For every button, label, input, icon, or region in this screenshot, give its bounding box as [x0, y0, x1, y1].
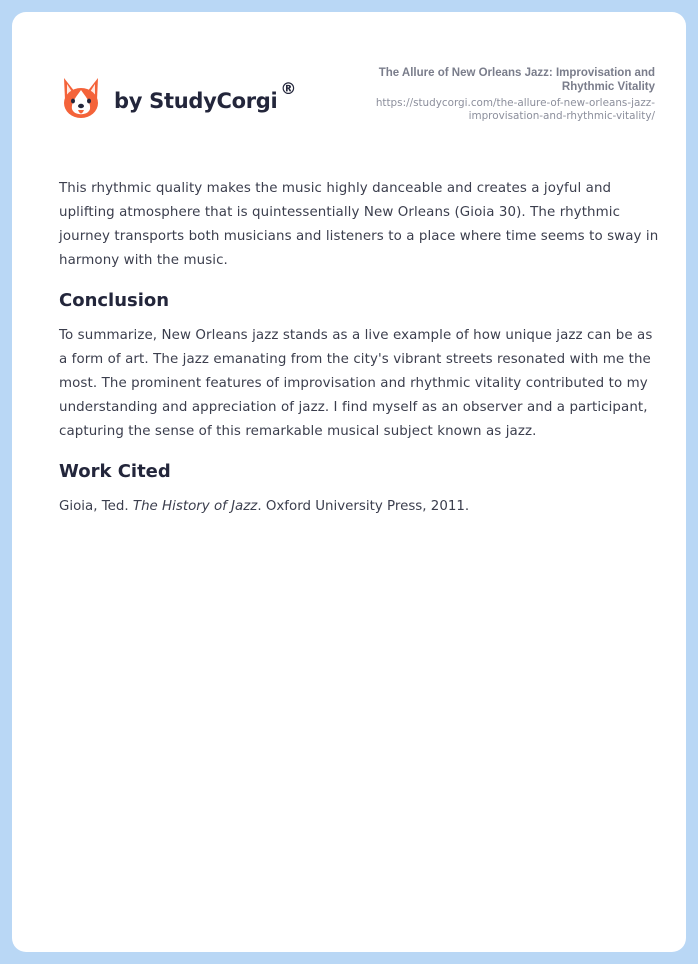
page-header [12, 12, 686, 152]
document-page [12, 12, 686, 952]
works-cited-heading: Work Cited [59, 461, 171, 482]
essay-content [59, 177, 659, 519]
essay-title: The Allure of New Orleans Jazz: Improvisation and Rhythmic Vitality [378, 67, 655, 93]
citation-entry [59, 495, 659, 519]
corgi-icon [60, 76, 102, 122]
citation-author: Gioia, Ted. [59, 499, 133, 514]
citation-book-title: The History of Jazz [132, 499, 258, 514]
studycorgi-logo[interactable] [60, 76, 296, 122]
essay-meta [325, 66, 655, 123]
conclusion-heading: Conclusion [59, 290, 170, 311]
intro-paragraph: This rhythmic quality makes the music highly danceable and creates a joyful and uplifting atmosphere that is quintessentially New Orleans (Gioia 30). The rhythmic journey transports both musicians and listeners to a place where time seems to sway in harmony with the music. [59, 181, 659, 268]
essay-url[interactable]: https://studycorgi.com/the-allure-of-new-orleans-jazz-improvisation-and-rhythmic-vitality/ [375, 97, 655, 122]
brand-name: by StudyCorgi [114, 89, 278, 113]
citation-publisher: . Oxford University Press, 2011. [257, 499, 470, 514]
registered-mark: ® [280, 78, 297, 98]
conclusion-paragraph: To summarize, New Orleans jazz stands as a live example of how unique jazz can be as a form of art. The jazz emanating from the city's vibrant streets resonated with me the most. The prominent features of improvisation and rhythmic vitality contributed to my understanding and appreciation of jazz. I find myself as an observer and a participant, capturing the sense of this remarkable musical subject known as jazz. [59, 328, 653, 439]
